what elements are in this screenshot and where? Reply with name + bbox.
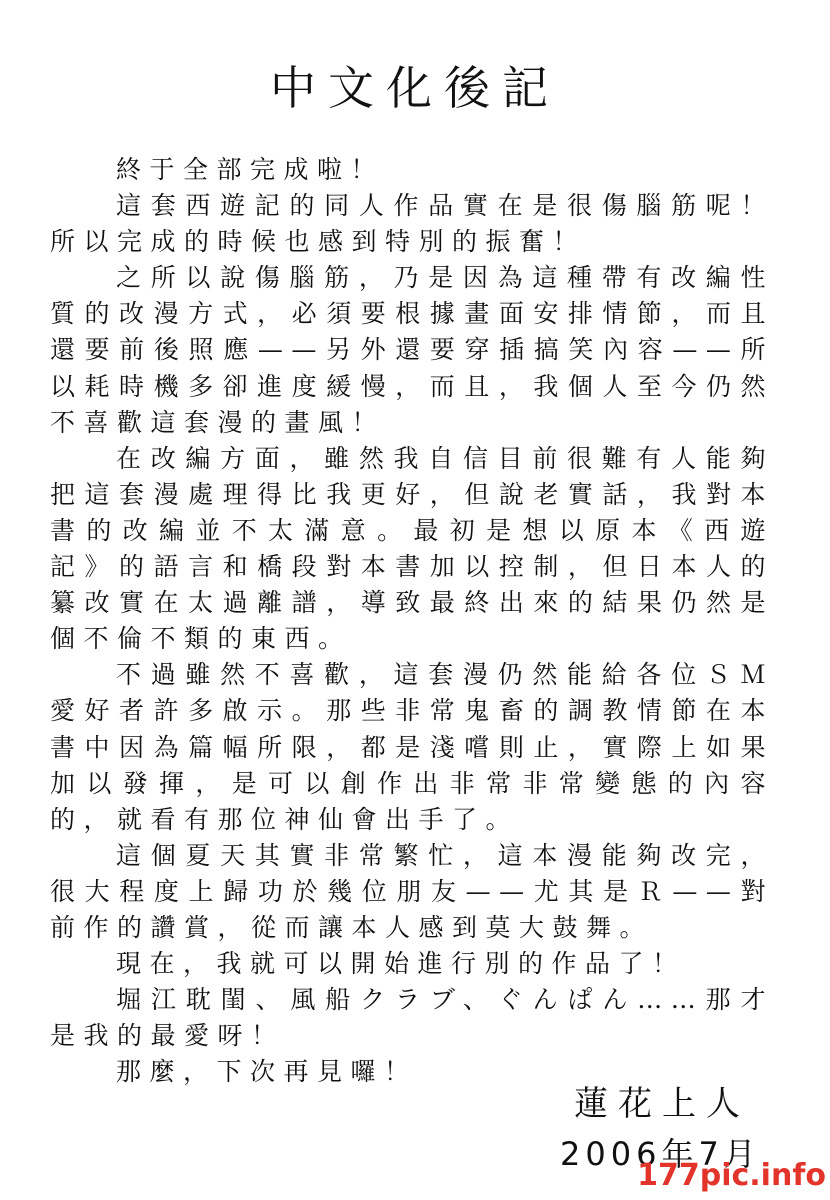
author-signature: 蓮花上人 — [574, 1084, 750, 1124]
paragraph: 在改編方面，雖然我自信目前很難有人能夠把這套漫處理得比我更好，但說老實話，我對本書的改編並不太滿意。最初是想以原本《西遊記》的語言和橋段對本書加以控制，但日本人的纂改實在太過離譜，導致最終出來的結果仍然是個不倫不類的東西。 — [50, 443, 774, 654]
paragraph: 這個夏天其實非常繁忙，這本漫能夠改完，很大程度上歸功於幾位朋友——尤其是Ｒ——對前作的讚賞，從而讓本人感到莫大鼓舞。 — [50, 840, 774, 942]
paragraph: 現在，我就可以開始進行別的作品了！ — [116, 949, 686, 979]
paragraph: 堀江耽閨、風船クラブ、ぐんぱん……那才是我的最愛呀！ — [50, 985, 774, 1051]
paragraph: 終于全部完成啦！ — [116, 155, 385, 184]
body-text — [50, 152, 774, 1090]
site-watermark: 177pic.info — [637, 1158, 826, 1193]
date-line: 2006年7月 — [560, 1135, 761, 1173]
paragraph: 這套西遊記的同人作品實在是很傷腦筋呢！所以完成的時候也感到特別的振奮！ — [50, 191, 774, 257]
paragraph: 之所以說傷腦筋，乃是因為這種帶有改編性質的改漫方式，必須要根據畫面安排情節，而且還要前後照應——另外還要穿插搞笑內容——所以耗時機多卻進度緩慢，而且，我個人至今仍然不喜歡這套漫的畫風！ — [50, 263, 774, 437]
paragraph: 不過雖然不喜歡，這套漫仍然能給各位ＳＭ愛好者許多啟示。那些非常鬼畜的調教情節在本書中因為篇幅所限，都是淺嚐則止，實際上如果加以發揮，是可以創作出非常非常變態的內容的，就看有那位神仙會出手了。 — [50, 660, 774, 834]
paragraph: 那麼，下次再見囉！ — [116, 1057, 418, 1087]
page-title: 中文化後記 — [270, 61, 560, 115]
